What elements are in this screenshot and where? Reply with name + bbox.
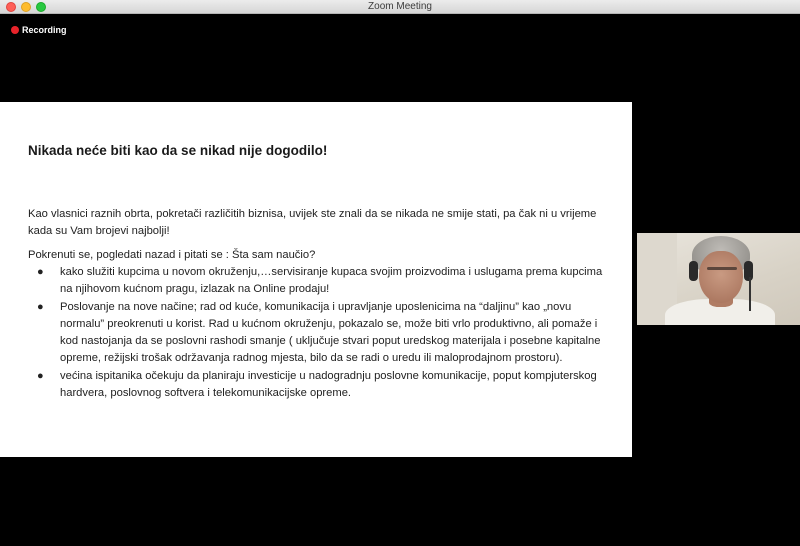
slide-question: Pokrenuti se, pogledati nazad i pitati se : Šta sam naučio? [28, 249, 316, 261]
participant-face [699, 251, 743, 303]
list-item [28, 299, 614, 367]
headphones-icon [689, 261, 698, 281]
shared-screen-slide [0, 102, 632, 457]
slide-bullet-list [28, 264, 614, 403]
microphone-boom-icon [749, 277, 751, 311]
bullet-icon: ● [37, 301, 44, 313]
recording-dot-icon [11, 26, 19, 34]
slide-intro-paragraph: Kao vlasnici raznih obrta, pokretači različitih biznisa, uvijek ste znali da se nikada ne smije stati, pa čak ni u vrijeme kada su Vam brojevi najbolji! [28, 208, 597, 237]
list-item [28, 368, 614, 402]
slide-title: Nikada neće biti kao da se nikad nije dogodilo! [28, 143, 328, 158]
window-titlebar [0, 0, 800, 14]
participant-video-tile[interactable] [637, 233, 800, 325]
recording-label: Recording [22, 25, 67, 35]
bullet-text: kako služiti kupcima u novom okruženju,…servisiranje kupaca svojim proizvodima i uslugama prema kupcima na njihovom kućnom pragu, izlazak na Online prodaju! [60, 266, 603, 295]
window-title: Zoom Meeting [368, 1, 432, 12]
participant-brow [707, 267, 737, 270]
list-item [28, 264, 614, 298]
bullet-icon: ● [37, 370, 44, 382]
bullet-text: Poslovanje na nove načine; rad od kuće, komunikacija i upravljanje uposlenicima na “daljinu” kao „novu normalu” preokrenuti u korist. Rad u kućnom okruženju, pokazalo se, može biti vrlo produktivno, ali pomaže i kod nastojanja da se poslovni rashodi smanje ( uključuje stvari poput uredskog materijala i posebne kapitalne opreme, režijski trošak održavanja radnog mjesta, bilo da se radi o uredu ili maloprodajnom prostoru). [60, 301, 601, 364]
bullet-icon: ● [37, 266, 44, 278]
bullet-text: većina ispitanika očekuju da planiraju investicije u nadogradnju poslovne komunikacije, poput kompjuterskog hardvera, poslovnog softvera i telekomunikacijske opreme. [60, 370, 597, 399]
recording-indicator[interactable] [11, 24, 67, 36]
